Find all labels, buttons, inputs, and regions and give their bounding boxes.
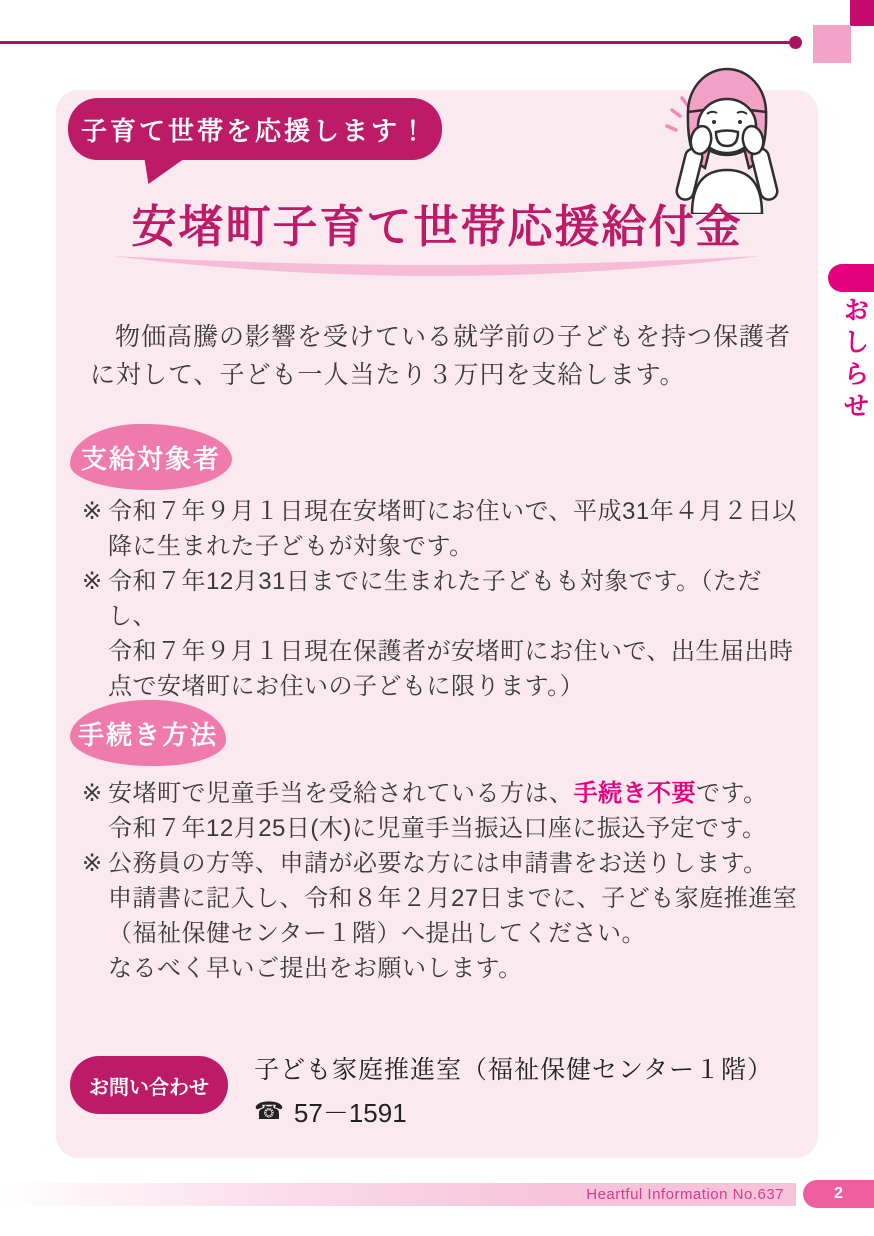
note-text: なるべく早いご提出をお願いします。 <box>108 955 523 982</box>
header-rule <box>0 41 789 44</box>
note-marker <box>82 811 108 846</box>
note-text: 降に生まれた子どもが対象です。 <box>108 533 474 560</box>
note-marker: ※ <box>82 568 103 595</box>
note-marker: ※ <box>82 498 103 525</box>
note-highlight: 手続き不要 <box>573 780 696 807</box>
phone-icon: ☎ <box>254 1098 284 1125</box>
note-text: 公務員の方等、申請が必要な方には申請書をお送りします。 <box>108 850 768 877</box>
note-marker <box>82 669 108 704</box>
note-text: 申請書に記入し、令和８年２月27日までに、子ども家庭推進室 <box>108 885 798 912</box>
note-marker <box>82 634 108 669</box>
note-text: 令和７年12月25日(木)に児童手当振込口座に振込予定です。 <box>108 815 767 842</box>
corner-decor-square-dark <box>850 0 874 26</box>
section-badge-label: 支給対象者 <box>80 443 221 474</box>
corner-decor-square-light <box>813 25 851 63</box>
note-line <box>82 951 804 986</box>
header-rule-end-dot <box>789 36 802 49</box>
contact-department: 子ども家庭推進室（福祉保健センター１階） <box>254 1056 774 1084</box>
contact-phone-number: 57－1591 <box>293 1098 407 1128</box>
note-marker <box>82 881 108 916</box>
section-badge-label: 手続き方法 <box>77 719 218 750</box>
note-line <box>82 669 804 704</box>
sidebar-tab-label: おしらせ <box>840 296 870 424</box>
content-card <box>56 90 818 1158</box>
intro-paragraph: 物価高騰の影響を受けている就学前の子どもを持つ保護者に対して、子ども一人当たり３万円を支給します。 <box>90 323 792 389</box>
page-number-pill <box>803 1180 874 1208</box>
note-marker <box>82 916 108 951</box>
contact-info <box>254 1050 773 1130</box>
section-badge-procedure <box>70 700 226 766</box>
note-text: 点で安堵町にお住いの子どもに限ります。） <box>108 673 585 700</box>
title-underline-swoosh <box>108 252 766 294</box>
contact-section <box>70 1050 773 1130</box>
note-line <box>82 881 804 916</box>
footer-issue-label: Heartful Information No.637 <box>586 1186 784 1203</box>
notes-list-procedure <box>82 776 804 986</box>
page-number: 2 <box>834 1185 843 1202</box>
contact-badge-label: お問い合わせ <box>89 1076 209 1099</box>
note-line <box>82 776 804 811</box>
speech-bubble-badge <box>68 98 442 160</box>
note-text: 令和７年９月１日現在保護者が安堵町にお住いで、出生届出時 <box>108 638 794 665</box>
page-title: 安堵町子育て世帯応援給付金 <box>131 201 743 252</box>
sidebar-tab-pill <box>828 264 874 292</box>
note-marker: ※ <box>82 780 103 807</box>
note-text: 安堵町で児童手当を受給されている方は、手続き不要です。 <box>108 780 768 807</box>
note-marker <box>82 951 108 986</box>
note-line <box>82 494 804 529</box>
note-line <box>82 564 804 634</box>
speech-bubble-tail <box>144 156 188 184</box>
note-marker <box>82 529 108 564</box>
note-text: （福祉保健センター１階）へ提出してください。 <box>108 920 647 947</box>
note-text: 令和７年12月31日までに生まれた子どもも対象です。（ただし、 <box>108 568 762 630</box>
speech-bubble-label: 子育て世帯を応援します！ <box>80 115 429 146</box>
note-line <box>82 916 804 951</box>
contact-phone-row <box>254 1093 773 1130</box>
note-marker: ※ <box>82 850 103 877</box>
note-text: 令和７年９月１日現在安堵町にお住いで、平成31年４月２日以 <box>108 498 797 525</box>
note-line <box>82 529 804 564</box>
note-line <box>82 811 804 846</box>
notes-list-recipients <box>82 494 804 704</box>
section-badge-recipients <box>70 424 232 490</box>
note-line <box>82 846 804 881</box>
footer-bar <box>0 1183 796 1206</box>
contact-badge <box>70 1056 228 1114</box>
note-line <box>82 634 804 669</box>
